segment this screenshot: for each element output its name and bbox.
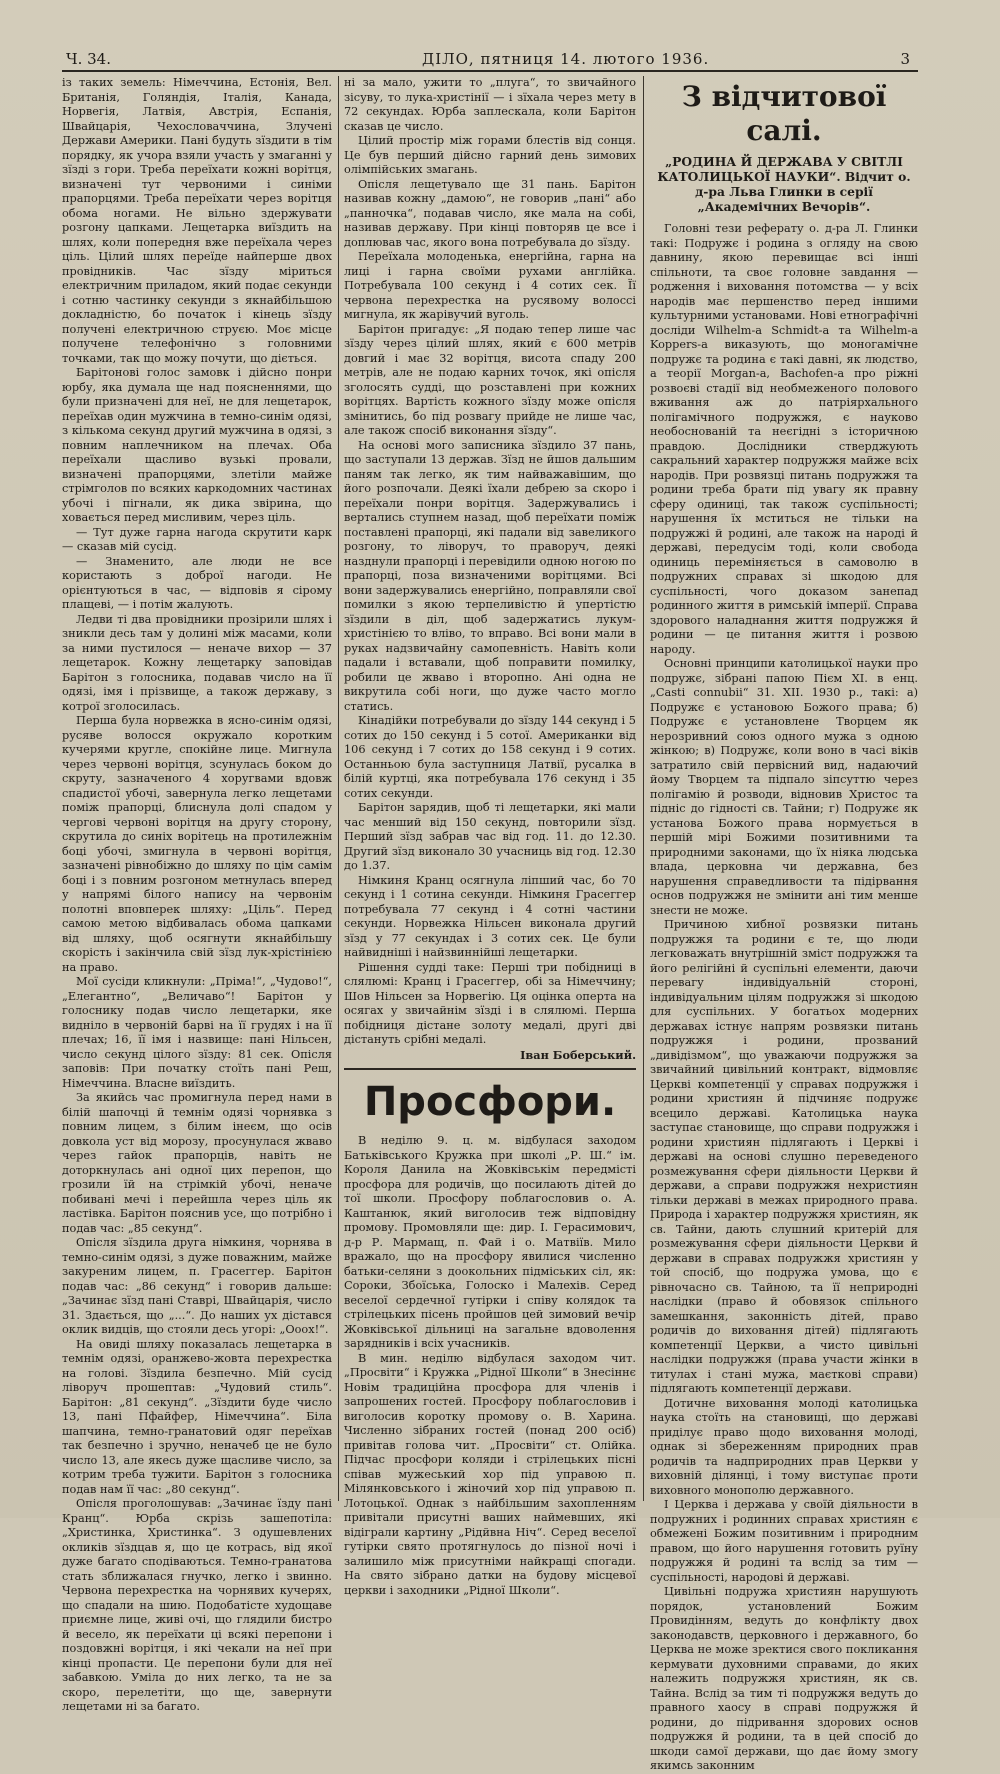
paragraph: За якийсь час промигнула перед нами в білій шапочці й темнім одязі чорнявка з повним лицем, з білим інеєм, що осів довкола уст від морозу, просунулася жваво через гайок прапорців, навіть не доторкнулась ані одної цих перепон, що грозили їй на стрімкій убочі, неначе побивані мечі і перейшла через ціль як ластівка. Барітон пояснив усе, що потрібно і подав час: „85 секунд“. — [62, 1091, 332, 1235]
author-signature: Іван Боберський. — [520, 1047, 636, 1062]
column-3 — [650, 76, 918, 1772]
paragraph: із таких земель: Німеччина, Естонія, Вел. Британія, Голяндія, Італія, Канада, Норвегія, Латвія, Австрія, Еспанія, Швайцарія, Чехословаччина, Злучені Держави Америки. Пані будуть зїздити в тім порядку, як учора взяли участь у змаганні у зїзді з гори. Треба переїхати кожні ворітця, визначені тут червоними і синіми прапорцями. Треба переїхати через ворітця обома ногами. Не вільно здержувати розгону цапками. Лещетарка виїздить на шлях, коли попередня вже переїхала через ціль. Цілий шлях переїде найперше двох провідників. Час зїзду міриться електричним приладом, який подає секунди і сотню частинку секунди з якнайбільшою докладністю, бо початок і кінець зїзду получені електричною струєю. Моє місце получене телефонічно з головними точками, так що можу почути, що діється. — [62, 76, 332, 365]
paragraph: Мої сусіди кликнули: „Пріма!“, „Чудово!“, „Елегантно“, „Величаво“! Барітон у голоснику подав число лещетарки, яке видніло в червоній барві на її грудях і на її плечах; 16, її імя і назвище: пані Нільсен, число секунд цілого зїзду: 81 сек. Опісля заповів: При початку стоїть пані Реш, Німеччина. Власне виїздить. — [62, 975, 332, 1090]
paragraph: І Церква і держава у своїй діяльности в подружних і родинних справах християн є обмежені Божим позитивним і природним правом, що його нарушення готовить руїну подружжя й родині та вслід за тим — суспільності, народові й державі. — [650, 1498, 918, 1584]
paragraph: В неділю 9. ц. м. відбулася заходом Батьківського Кружка при школі „Р. Ш.“ ім. Короля Данила на Жовківськім передмісті просфора для родичів, що посилають дітей до тої школи. Просфору поблагословив о. А. Каштанюк, який виголосив теж відповідну промову. Промовляли ще: дир. І. Герасимович, д-р Р. Мармащ, п. Фай і о. Матвіїв. Мило вражало, що на просфору явилися численно батьки-селяни з доокольних підміських сіл, як: Сороки, Збоїська, Голоско і Малехів. Серед веселої сердечної гутірки і співу колядок та стрілецьких пісень пройшов цей зимовий вечір Жовківської дільниці на загальне вдоволення зарядників і всіх учасників. — [344, 1134, 636, 1350]
paragraph: Опісля проголошував: „Зачинає їзду пані Кранц“. Юрба скрізь зашепотіла: „Христинка, Христинка“. З одушевлених окликів зїздцав я, що це котрась, від якої дуже багато сподіваються. Темно-гранатова стать зближалася гнучко, легко і звинно. Червона перехрестка на чорнявих кучерях, що спадали на шию. Подобатісте худощаве приємне лице, живі очі, що глядили бистро й весело, як переїхати ці всякі перепони і поздовжні ворітця, і які чекали на неї при кінці пропасти. Це перепони були для неї забавкою. Уміла до них легко, та не за скоро, перелетіти, що ще, завернути лещетами ні за багато. — [62, 1497, 332, 1713]
section-title: З відчитової салі. — [681, 80, 887, 147]
paragraph: На овиді шляху показалась лещетарка в темнім одязі, оранжево-жовта перехрестка на голові. Зїздила безпечно. Мій сусід ліворуч прошептав: „Чудовий стиль“. Барітон: „81 секунд“. „Зїздити буде число 13, пані Пфайфер, Німеччина“. Біла шапчина, темно-гранатовий одяг переїхав так безпечно і зручно, неначеб це не було число 13, але якесь дуже щасливе число, за котрим треба тужити. Барітон з голосника подав нам її час: „80 секунд“. — [62, 1337, 332, 1496]
paragraph: Барітонові голос замовк і дійсно понри юрбу, яка думала ще над поясненнями, що були призначені для неї, не для лещетарок, переїхав один мужчина в темно-синім одязі, з кількома секунд другий мужчина в одязі, з повним наплечником на плечах. Оба переїхали щасливо вузькі провали, визначені прапорцями, злетіли майже стрімголов по всяких каркодомних частинах убочі і пігнали, як дика звірина, що ховається перед мисливим, через ціль. — [62, 366, 332, 524]
paragraph: Опісля лещетувало ще 31 пань. Барітон називав кожну „дамою“, не говорив „пані“ або „панночка“, подавав число, яке мала на собі, називав державу. При кінці повторяв це все і доплював час, якого вона потребувала до зїзду. — [344, 177, 636, 249]
paragraph: Опісля зїздила друга німкиня, чорнява в темно-синім одязі, з дуже поважним, майже закуреним лицем, п. Грасеггер. Барітон подав час: „86 секунд“ і говорив дальше: „Зачинає зїзд пані Ставрі, Швайцарія, число 31. Здається, що „...“. До наших ух дістався оклик видців, що стояли десь угорі: „Ооох!“. — [62, 1236, 332, 1336]
paragraph: ні за мало, ужити то „плуга“, то звичайного зісуву, то лука-христінії — і зїхала через мету в 72 секундах. Юрба заплескала, коли Барітон сказав це число. — [344, 76, 636, 133]
paragraph: Причиною хибної розвязки питань подружжя та родини є те, що люди легковажать внутрішній зміст подружжя та його релігійні й суспільні елементи, даючи перевагу індивідуальній стороні, індивідуальним цілям подружжя зі шкодою для суспільних. У богатьох модерних державах істнує напрям розвязки питань подружжя і родини, прозваний „дивідізмом“, що уважаючи подружжя за звичайний цивільний контракт, відмовляє Церкві компетенції у справах подружжя і родини християн й підчиняє подружє всецило державі. Католицька наука заступає становище, що справи подружжя і родини християн підлягають і Церкві і державі на основі слушно переведеного розмежування сфери діяльности Церкви й держави, а справи подружжя нехристиян тільки державі в межах природного права. Природа і характер подружжя християн, як св. Тайни, дають слушний критерій для розмежування сфери діяльности Церкви й держави в справах подружжя християн у той спосіб, що подружа умова, що є рівночасно св. Тайною, та її неприродні наслідки (право й обовязок спільного замешкання, законність дітей, право родичів до виховання дітей) підлягають компетенції Церкви, а чисто цивільні наслідки подружжя (права участи жінки в титулах і стані мужа, маєткові справи) підлягають компетенції держави. — [650, 918, 918, 1395]
paragraph: Перша була норвежка в ясно-синім одязі, русяве волосся окружало коротким кучерями кругле, спокійне лице. Мигнула через червоні ворітця, зсунулась боком до скруту, зазначеного 4 хоругвами вдовж спадистої убочі, завернула легко лещетами поміж прапорці, блиснула долі спадом у чергові червоні ворітця на другу сторону, скрутила до синіх ворітець на протилежнім боці убочі, змигнула в червоні ворітця, зазначені рівнобіжно до шляху по цім самім боці і з повним розгоном метнулась вперед у напрямі білого напису на червонім полотні вповперек шляху: „Ціль“. Перед самою метою відбивалась обома цапками від шляху, щоб осягнути якнайбільшу скорість і закінчила свій зїзд лук-хрістінією на право. — [62, 714, 332, 974]
page-number: 3 — [900, 50, 910, 68]
paragraph: На основі мого записника зїздило 37 пань, що заступали 13 держав. Зїзд не йшов дальшим паням так легко, як тим найважавішим, що його розпочали. Деякі їхали дебрею за скоро і переїхали понри ворітця. Задержувались і вертались ступнем назад, щоб переїхати поміж поставлені прапорці, які падали від завеликого розгону, то ліворуч, то праворуч, деякі назднули прапорці і перевідили одною ногою по прапорці, поза визначеними ворітцями. Всі вони задержувались енергійно, поправляли свої помилки з якою терпеливістю й упертістю зїздили в діл, щоб задержатись лукум-христінією то вліво, то вправо. Всі вони мали в руках надзвичайну самопевність. Навіть коли падали і вставали, щоб поправити помилку, робили це жваво і второпно. Ані одна не викрутила собі ноги, що дуже часто могло статись. — [344, 438, 636, 713]
paragraph: Головні тези реферату о. д-ра Л. Глинки такі: Подружє і родина з огляду на свою давнину, якою перевищає всі інші спільноти, та своє головне завдання — родження і виховання потомства — у всіх народів має першенство перед іншими культурними установами. Нові етнографічні досліди Wilhelm-a Schmidt-a та Wilhelm-a Koppers-a виказують, що моногамічне подружє та родина є такі давні, як людство, а теорії Morgan-a, Bachofen-a про ріжні розвоєві стадії від необмеженого полового вживання аж до патріярхального полігамічного подружжя, є науково необоснованій та неєгідні з історичною правдою. Дослідники стверджують сакральний характер подружжя майже всіх народів. При розвязці питань подружжя та родини треба брати під увагу як правну сферу одиниці, так також суспільності; нарушення їх мститься не тільки на подружжі й родині, але також на народі й державі, передусім тоді, коли свобода одиниць переміняється в самоволю в подружних справах зі шкодою для суспільності, чого доказом занепад родинного життя в римській імперії. Справа здорового наладнання життя подружжя й родини — це питання життя і розвою народу. — [650, 222, 918, 656]
paragraph: Ледви ті два провідники прозірили шлях і зникли десь там у долині між масами, коли за ними пустилося — неначе вихор — 37 лещетарок. Кожну лещетарку заповідав Барітон з голосника, подавав число на її одязі, імя і прізвище, а також державу, з котрої зголосилась. — [62, 612, 332, 713]
paragraph: Переїхала молоденька, енергійна, гарна на лиці і гарна своїми рухами англійка. Потребувала 100 секунд і 4 сотих сек. Її червона перехрестка на русявому волоссі мигнула, як жарівучий вуголь. — [344, 250, 636, 321]
paragraph: Німкиня Кранц осягнула ліпший час, бо 70 секунд і 1 сотина секунди. Німкиня Грасеггер потребувала 77 секунд і 4 сотні частини секунди. Норвежка Нільсен виконала другий зїзд у 77 секундах і 3 сотих сек. Це були найвидніші і найзвиннійші лещетарки. — [344, 873, 636, 959]
column-2 — [344, 76, 636, 1597]
masthead: ДІЛО, пятниця 14. лютого 1936. — [422, 50, 710, 68]
paragraph: Рішення судді таке: Перші три побідниці в слялюмі: Кранц і Грасеггер, обі за Німеччину; Шов Нільсен за Норвегію. Ця оцінка оперта на осягах у звичайнім зїзді і в слялюмі. Перша побідниця дістане золоту медалі, другі дві дістануть срібні медалі. — [344, 960, 636, 1046]
article-title-prosfory: Просфори. — [363, 1079, 617, 1125]
lecture-subtitle: „РОДИНА Й ДЕРЖАВА У СВІТЛІ КАТОЛИЦЬКОЇ НАУКИ“. Відчит о. д-ра Льва Глинки в серії „Академічних Вечорів“. — [657, 154, 911, 214]
column-rule — [643, 76, 644, 1501]
paragraph: — Знаменито, але люди не все користають з доброї нагоди. Не орієнтуються в час, — відповів я сірому плащеві, — і потім жалують. — [62, 554, 332, 611]
paragraph: Кінадійки потребували до зїзду 144 секунд і 5 сотих до 150 секунд і 5 сотої. Американки від 106 секунд і 7 сотих до 158 секунд і 9 сотих. Останньою була заступниця Латвії, русалка в білій куртці, яка потребувала 176 секунд і 35 сотих секунди. — [344, 714, 636, 800]
paragraph: Барітон зарядив, щоб ті лещетарки, які мали час менший від 150 секунд, повторили зїзд. Перший зїзд забрав час від год. 11. до 12.30. Другий зїзд виконало 30 учасниць від год. 12.30 до 1.37. — [344, 801, 636, 872]
paragraph: Цивільні подружа християн нарушують порядок, установлений Божим Провидінням, ведуть до конфлікту двох законодавств, церковного і державного, бо Церква не може зректися свого покликання кермувати духовними справами, до яких належить подружжя християн, як св. Тайна. Вслід за тим ті подружжя ведуть до правного хаосу в справі подружжя й родини, до підривання здорових основ подружжя й родини, та в цей спосіб до шкоди самої держави, що дає йому змогу якимсь законним — [650, 1585, 918, 1772]
paragraph: Цілий простір між горами блестів від сонця. Це був перший дійсно гарний день зимових олімпійських змагань. — [344, 134, 636, 176]
paragraph: — Тут дуже гарна нагода скрутити карк — сказав мій сусід. — [62, 525, 332, 553]
section-divider — [344, 1068, 636, 1070]
page-header — [62, 50, 918, 72]
column-1 — [62, 76, 332, 1713]
column-rule — [338, 76, 339, 1501]
issue-number: Ч. 34. — [66, 50, 111, 68]
paragraph: Барітон пригадує: „Я подаю тепер лише час зїзду через цілий шлях, який є 600 метрів довгий і має 32 ворітця, висота спаду 200 метрів, але не подаю карних точок, які опісля зголосять судді, що розставлені при кожних ворітцях. Вартість кожного зїзду може опісля змінитись, бо під розвагу прийде не лише час, але також спосіб виконання зїзду“. — [344, 322, 636, 437]
paragraph: Дотичне виховання молоді католицька наука стоїть на становищі, що державі приділує право щодо виховання молоді, однак зі збереженням природних прав родичів та надприродних прав Церкви у виховній ділянці, і тому виступає проти виховного монополю державного. — [650, 1396, 918, 1497]
paragraph: В мин. неділю відбулася заходом чит. „Просвіти“ і Кружка „Рідної Школи“ в Знесіннє Новім традиційна просфора для членів і запрошених гостей. Просфору поблагословив і виголосив коротку промову о. В. Харина. Численно зібраних гостей (понад 200 осіб) привітав голова чит. „Просвіти“ ст. Олійка. Підчас просфори коляди і стрілецьких пісні співав мужеський хор під управою п. Мілянковського і жіночий хор під управою п. Лотоцької. Однак з найбільшим захопленням привітали присутні ваших наймевших, які відіграли картину „Рідйвна Ніч“. Серед веселої гутірки свято протягнулось до пізної ночі і залишило між присутніми найкращі спогади. На свято зібрано датки на будову місцевої церкви і заходники „Рідної Школи“. — [344, 1351, 636, 1597]
paragraph: Основні принципи католицької науки про подружє, зібрані папою Пієм XI. в енц. „Casti connubii“ 31. XII. 1930 р., такі: а) Подружє є установою Божого права; б) Подружє є установлене Творцем як нерозривний союз одного мужа з одною жінкою; в) Подружє, коли воно в часі віків затратило свій первісний вид, надаючий йому Творцем та підпало зіпсуттю через полігамію й розводи, відновив Христос та підніс до гідності св. Тайни; г) Подружє як установа Божого права нормується в першій мірі Божими позитивними та природними законами, що їх ніяка людська влада, церковна чи державна, без нарушення справедливости та підірвання основ подружжя не змінити ані тим менше знести не може. — [650, 657, 918, 917]
